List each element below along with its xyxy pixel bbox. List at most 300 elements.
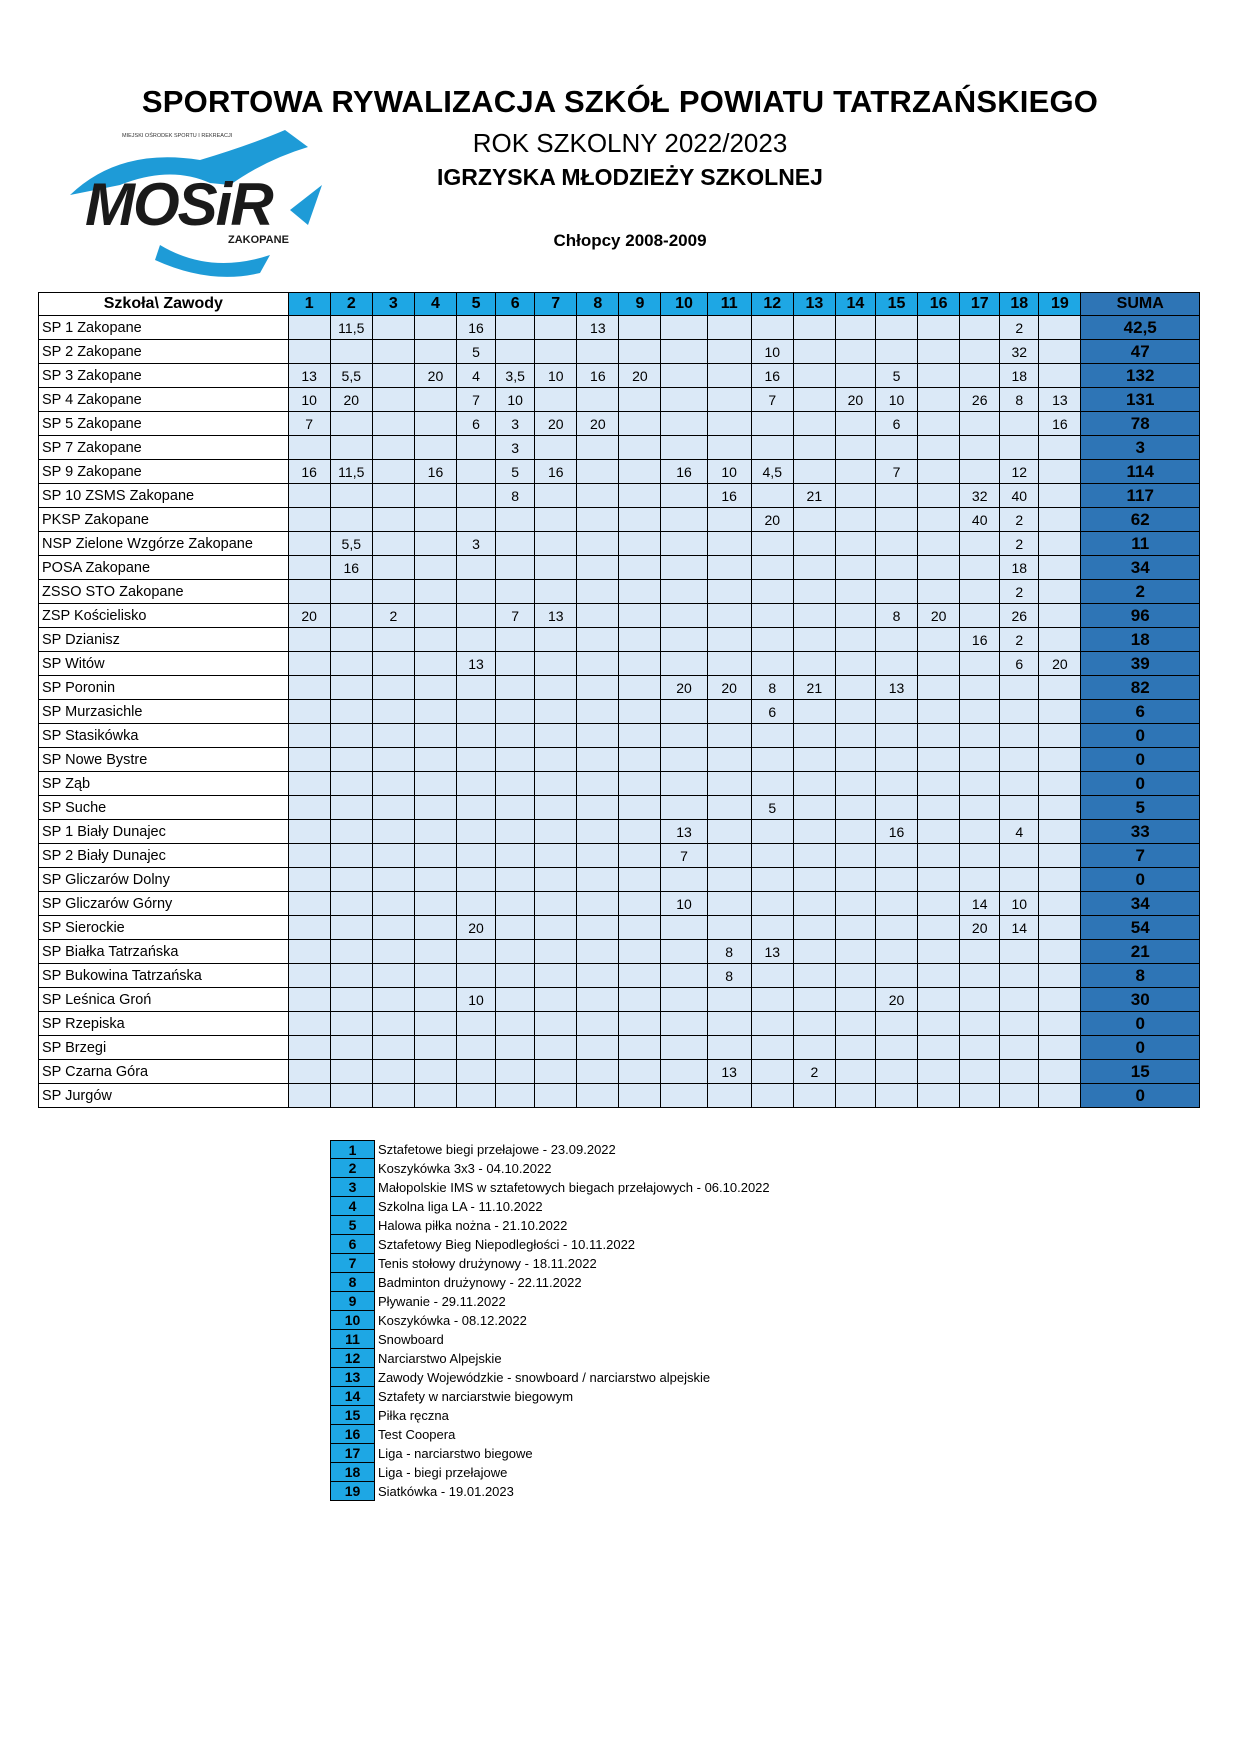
score-cell: [535, 1036, 577, 1060]
column-header-12: 12: [751, 293, 793, 316]
score-cell: [496, 1012, 535, 1036]
score-cell: [372, 676, 414, 700]
score-cell: [793, 604, 835, 628]
score-cell: 2: [1000, 508, 1039, 532]
score-cell: 20: [661, 676, 707, 700]
score-cell: 6: [875, 412, 917, 436]
sum-cell: 3: [1081, 436, 1200, 460]
legend-text: Szkolna liga LA - 11.10.2022: [378, 1199, 543, 1214]
legend-text: Halowa piłka nożna - 21.10.2022: [378, 1218, 568, 1233]
score-cell: 8: [707, 940, 751, 964]
score-cell: [1039, 844, 1081, 868]
score-cell: [918, 436, 960, 460]
score-cell: [793, 532, 835, 556]
score-cell: [577, 724, 619, 748]
score-cell: [918, 484, 960, 508]
school-name: SP Murzasichle: [39, 700, 289, 724]
score-cell: [835, 1036, 875, 1060]
score-cell: [707, 556, 751, 580]
score-cell: [918, 868, 960, 892]
score-cell: [330, 604, 372, 628]
score-cell: [619, 628, 661, 652]
score-cell: [288, 340, 330, 364]
score-cell: [661, 580, 707, 604]
score-cell: [918, 820, 960, 844]
score-cell: [496, 892, 535, 916]
score-cell: [918, 460, 960, 484]
score-cell: [330, 628, 372, 652]
score-cell: 16: [457, 316, 496, 340]
page-title: SPORTOWA RYWALIZACJA SZKÓŁ POWIATU TATRZAŃSKIEGO: [141, 84, 1099, 119]
score-cell: [1039, 340, 1081, 364]
score-cell: [875, 796, 917, 820]
school-name: SP Nowe Bystre: [39, 748, 289, 772]
score-cell: 32: [1000, 340, 1039, 364]
legend-item: [330, 1140, 770, 1159]
score-cell: [535, 892, 577, 916]
score-cell: 18: [1000, 556, 1039, 580]
school-name: SP Gliczarów Górny: [39, 892, 289, 916]
column-header-1: 1: [288, 293, 330, 316]
score-cell: [330, 508, 372, 532]
sum-cell: 42,5: [1081, 316, 1200, 340]
score-cell: 20: [707, 676, 751, 700]
legend-item: [330, 1425, 770, 1444]
score-cell: [793, 964, 835, 988]
legend-text: Małopolskie IMS w sztafetowych biegach przełajowych - 06.10.2022: [378, 1180, 770, 1195]
score-cell: [372, 532, 414, 556]
score-cell: 8: [707, 964, 751, 988]
score-cell: [918, 388, 960, 412]
table-row: [39, 1036, 1200, 1060]
score-cell: [835, 436, 875, 460]
score-cell: [414, 556, 456, 580]
score-cell: [372, 652, 414, 676]
score-cell: [330, 748, 372, 772]
score-cell: [535, 868, 577, 892]
table-row: [39, 676, 1200, 700]
legend-text: Narciarstwo Alpejskie: [378, 1351, 502, 1366]
score-cell: [1000, 436, 1039, 460]
score-cell: 10: [457, 988, 496, 1012]
score-cell: [288, 916, 330, 940]
score-cell: 4: [457, 364, 496, 388]
school-name: SP Suche: [39, 796, 289, 820]
score-cell: 5,5: [330, 364, 372, 388]
score-cell: 2: [372, 604, 414, 628]
score-cell: [835, 748, 875, 772]
score-cell: [1039, 820, 1081, 844]
score-cell: [751, 604, 793, 628]
results-table: [38, 292, 1200, 1108]
score-cell: [496, 532, 535, 556]
score-cell: [661, 604, 707, 628]
score-cell: 20: [457, 916, 496, 940]
score-cell: [751, 412, 793, 436]
sum-header: SUMA: [1081, 293, 1200, 316]
legend-item: [330, 1482, 770, 1501]
school-name: PKSP Zakopane: [39, 508, 289, 532]
score-cell: [875, 436, 917, 460]
score-cell: [414, 772, 456, 796]
table-row: [39, 892, 1200, 916]
score-cell: [288, 652, 330, 676]
score-cell: [330, 724, 372, 748]
score-cell: [535, 844, 577, 868]
score-cell: [793, 652, 835, 676]
legend-item: [330, 1406, 770, 1425]
score-cell: [577, 580, 619, 604]
score-cell: [707, 988, 751, 1012]
score-cell: [1039, 556, 1081, 580]
score-cell: [535, 676, 577, 700]
score-cell: [577, 748, 619, 772]
score-cell: [751, 844, 793, 868]
column-header-14: 14: [835, 293, 875, 316]
score-cell: [835, 676, 875, 700]
score-cell: 16: [288, 460, 330, 484]
score-cell: [619, 724, 661, 748]
score-cell: [372, 748, 414, 772]
score-cell: [619, 868, 661, 892]
score-cell: [414, 1036, 456, 1060]
legend-item: [330, 1197, 770, 1216]
score-cell: [457, 436, 496, 460]
score-cell: [1000, 868, 1039, 892]
score-cell: [1039, 580, 1081, 604]
legend-number: 17: [330, 1444, 375, 1463]
mosir-logo: [60, 125, 322, 280]
score-cell: [835, 508, 875, 532]
score-cell: [496, 340, 535, 364]
score-cell: [414, 796, 456, 820]
school-name: SP 4 Zakopane: [39, 388, 289, 412]
sum-cell: 11: [1081, 532, 1200, 556]
legend-number: 5: [330, 1216, 375, 1235]
score-cell: 21: [793, 676, 835, 700]
score-cell: [457, 556, 496, 580]
score-cell: [707, 772, 751, 796]
score-cell: 10: [288, 388, 330, 412]
score-cell: [835, 316, 875, 340]
score-cell: [835, 412, 875, 436]
score-cell: [619, 652, 661, 676]
score-cell: 10: [1000, 892, 1039, 916]
score-cell: [535, 580, 577, 604]
score-cell: [918, 652, 960, 676]
score-cell: [330, 1084, 372, 1108]
score-cell: [457, 892, 496, 916]
score-cell: [918, 724, 960, 748]
score-cell: [751, 772, 793, 796]
score-cell: [661, 556, 707, 580]
score-cell: [661, 628, 707, 652]
table-row: [39, 964, 1200, 988]
score-cell: [751, 436, 793, 460]
score-cell: [496, 1060, 535, 1084]
score-cell: [707, 436, 751, 460]
score-cell: [751, 628, 793, 652]
table-row: [39, 484, 1200, 508]
score-cell: [1000, 676, 1039, 700]
score-cell: [1039, 724, 1081, 748]
score-cell: [835, 484, 875, 508]
score-cell: [793, 700, 835, 724]
score-cell: 20: [875, 988, 917, 1012]
score-cell: [288, 316, 330, 340]
score-cell: [661, 508, 707, 532]
score-cell: [661, 652, 707, 676]
score-cell: 16: [577, 364, 619, 388]
score-cell: [918, 1060, 960, 1084]
score-cell: [960, 844, 1000, 868]
score-cell: [457, 868, 496, 892]
sum-cell: 0: [1081, 868, 1200, 892]
score-cell: [288, 436, 330, 460]
score-cell: 12: [1000, 460, 1039, 484]
score-cell: [960, 1012, 1000, 1036]
score-cell: [372, 1012, 414, 1036]
score-cell: [875, 748, 917, 772]
column-header-16: 16: [918, 293, 960, 316]
score-cell: [619, 844, 661, 868]
score-cell: [1000, 412, 1039, 436]
school-name: ZSSO STO Zakopane: [39, 580, 289, 604]
score-cell: [918, 580, 960, 604]
score-cell: 11,5: [330, 316, 372, 340]
score-cell: [577, 604, 619, 628]
school-name: SP Bukowina Tatrzańska: [39, 964, 289, 988]
legend-text: Zawody Wojewódzkie - snowboard / narciarstwo alpejskie: [378, 1370, 711, 1385]
score-cell: [793, 628, 835, 652]
score-cell: [960, 940, 1000, 964]
score-cell: [875, 1060, 917, 1084]
score-cell: [535, 940, 577, 964]
score-cell: [535, 436, 577, 460]
score-cell: 7: [751, 388, 793, 412]
score-cell: [496, 916, 535, 940]
school-name: SP 9 Zakopane: [39, 460, 289, 484]
score-cell: [577, 340, 619, 364]
score-cell: [535, 556, 577, 580]
sum-cell: 78: [1081, 412, 1200, 436]
score-cell: [960, 532, 1000, 556]
score-cell: 10: [661, 892, 707, 916]
score-cell: [496, 652, 535, 676]
score-cell: [835, 916, 875, 940]
column-header-3: 3: [372, 293, 414, 316]
table-row: [39, 796, 1200, 820]
score-cell: [793, 1036, 835, 1060]
score-cell: [619, 340, 661, 364]
score-cell: [330, 892, 372, 916]
school-name: SP Witów: [39, 652, 289, 676]
legend-number: 19: [330, 1482, 375, 1501]
score-cell: 10: [707, 460, 751, 484]
score-cell: [577, 796, 619, 820]
score-cell: [496, 724, 535, 748]
score-cell: [535, 916, 577, 940]
school-name: NSP Zielone Wzgórze Zakopane: [39, 532, 289, 556]
score-cell: [707, 1036, 751, 1060]
school-name: SP Poronin: [39, 676, 289, 700]
score-cell: [793, 1012, 835, 1036]
score-cell: [577, 844, 619, 868]
score-cell: [918, 940, 960, 964]
sum-cell: 62: [1081, 508, 1200, 532]
score-cell: 8: [496, 484, 535, 508]
sum-cell: 0: [1081, 1084, 1200, 1108]
column-header-2: 2: [330, 293, 372, 316]
score-cell: 21: [793, 484, 835, 508]
score-cell: [1039, 532, 1081, 556]
score-cell: [414, 844, 456, 868]
score-cell: [793, 1084, 835, 1108]
legend-item: [330, 1444, 770, 1463]
score-cell: [1000, 700, 1039, 724]
score-cell: [707, 892, 751, 916]
score-cell: [707, 508, 751, 532]
score-cell: 16: [414, 460, 456, 484]
score-cell: 10: [875, 388, 917, 412]
score-cell: [372, 412, 414, 436]
score-cell: [288, 796, 330, 820]
score-cell: [577, 1012, 619, 1036]
score-cell: [1000, 844, 1039, 868]
score-cell: [372, 700, 414, 724]
score-cell: [751, 724, 793, 748]
score-cell: [496, 1036, 535, 1060]
score-cell: [751, 1084, 793, 1108]
table-row: [39, 556, 1200, 580]
score-cell: [918, 700, 960, 724]
sum-cell: 117: [1081, 484, 1200, 508]
score-cell: [619, 580, 661, 604]
score-cell: [619, 1084, 661, 1108]
score-cell: [288, 892, 330, 916]
score-cell: 7: [457, 388, 496, 412]
school-name: SP 7 Zakopane: [39, 436, 289, 460]
score-cell: 13: [288, 364, 330, 388]
score-cell: [875, 1084, 917, 1108]
legend-number: 8: [330, 1273, 375, 1292]
score-cell: [577, 988, 619, 1012]
score-cell: [288, 940, 330, 964]
score-cell: [960, 676, 1000, 700]
score-cell: [535, 340, 577, 364]
score-cell: [707, 364, 751, 388]
sum-cell: 0: [1081, 724, 1200, 748]
score-cell: [414, 748, 456, 772]
score-cell: [414, 388, 456, 412]
score-cell: [414, 700, 456, 724]
score-cell: [751, 988, 793, 1012]
score-cell: [875, 1012, 917, 1036]
score-cell: [1039, 508, 1081, 532]
score-cell: [707, 1012, 751, 1036]
score-cell: [619, 1036, 661, 1060]
score-cell: [457, 844, 496, 868]
score-cell: [1039, 676, 1081, 700]
table-row: [39, 340, 1200, 364]
score-cell: [535, 964, 577, 988]
score-cell: [288, 964, 330, 988]
column-header-9: 9: [619, 293, 661, 316]
score-cell: [619, 916, 661, 940]
score-cell: [751, 484, 793, 508]
score-cell: 40: [1000, 484, 1039, 508]
table-row: [39, 988, 1200, 1012]
score-cell: [330, 484, 372, 508]
score-cell: [619, 532, 661, 556]
score-cell: [960, 988, 1000, 1012]
score-cell: [577, 1036, 619, 1060]
school-name: SP 2 Zakopane: [39, 340, 289, 364]
score-cell: [793, 868, 835, 892]
score-cell: [372, 388, 414, 412]
score-cell: [535, 388, 577, 412]
sum-cell: 6: [1081, 700, 1200, 724]
score-cell: [457, 940, 496, 964]
score-cell: 26: [960, 388, 1000, 412]
column-header-5: 5: [457, 293, 496, 316]
score-cell: 32: [960, 484, 1000, 508]
score-cell: [707, 652, 751, 676]
score-cell: 14: [1000, 916, 1039, 940]
score-cell: [960, 580, 1000, 604]
score-cell: [960, 724, 1000, 748]
table-row: [39, 1084, 1200, 1108]
table-row: [39, 772, 1200, 796]
score-cell: [330, 700, 372, 724]
score-cell: 20: [751, 508, 793, 532]
score-cell: [751, 964, 793, 988]
score-cell: [288, 484, 330, 508]
sum-cell: 5: [1081, 796, 1200, 820]
score-cell: 13: [1039, 388, 1081, 412]
score-cell: [661, 772, 707, 796]
score-cell: [661, 796, 707, 820]
score-cell: [414, 412, 456, 436]
score-cell: [457, 964, 496, 988]
score-cell: [619, 892, 661, 916]
score-cell: [577, 676, 619, 700]
score-cell: 7: [496, 604, 535, 628]
score-cell: 5: [751, 796, 793, 820]
score-cell: [918, 532, 960, 556]
score-cell: [619, 1060, 661, 1084]
score-cell: [960, 796, 1000, 820]
score-cell: [835, 628, 875, 652]
score-cell: [793, 748, 835, 772]
score-cell: [414, 820, 456, 844]
table-row: [39, 844, 1200, 868]
score-cell: [577, 388, 619, 412]
score-cell: [535, 772, 577, 796]
score-cell: [751, 868, 793, 892]
score-cell: [496, 580, 535, 604]
score-cell: [1000, 724, 1039, 748]
score-cell: [707, 316, 751, 340]
sum-cell: 0: [1081, 1036, 1200, 1060]
score-cell: [372, 916, 414, 940]
score-cell: [793, 316, 835, 340]
score-cell: [496, 796, 535, 820]
score-cell: [457, 508, 496, 532]
score-cell: [661, 484, 707, 508]
score-cell: [577, 460, 619, 484]
score-cell: [414, 724, 456, 748]
